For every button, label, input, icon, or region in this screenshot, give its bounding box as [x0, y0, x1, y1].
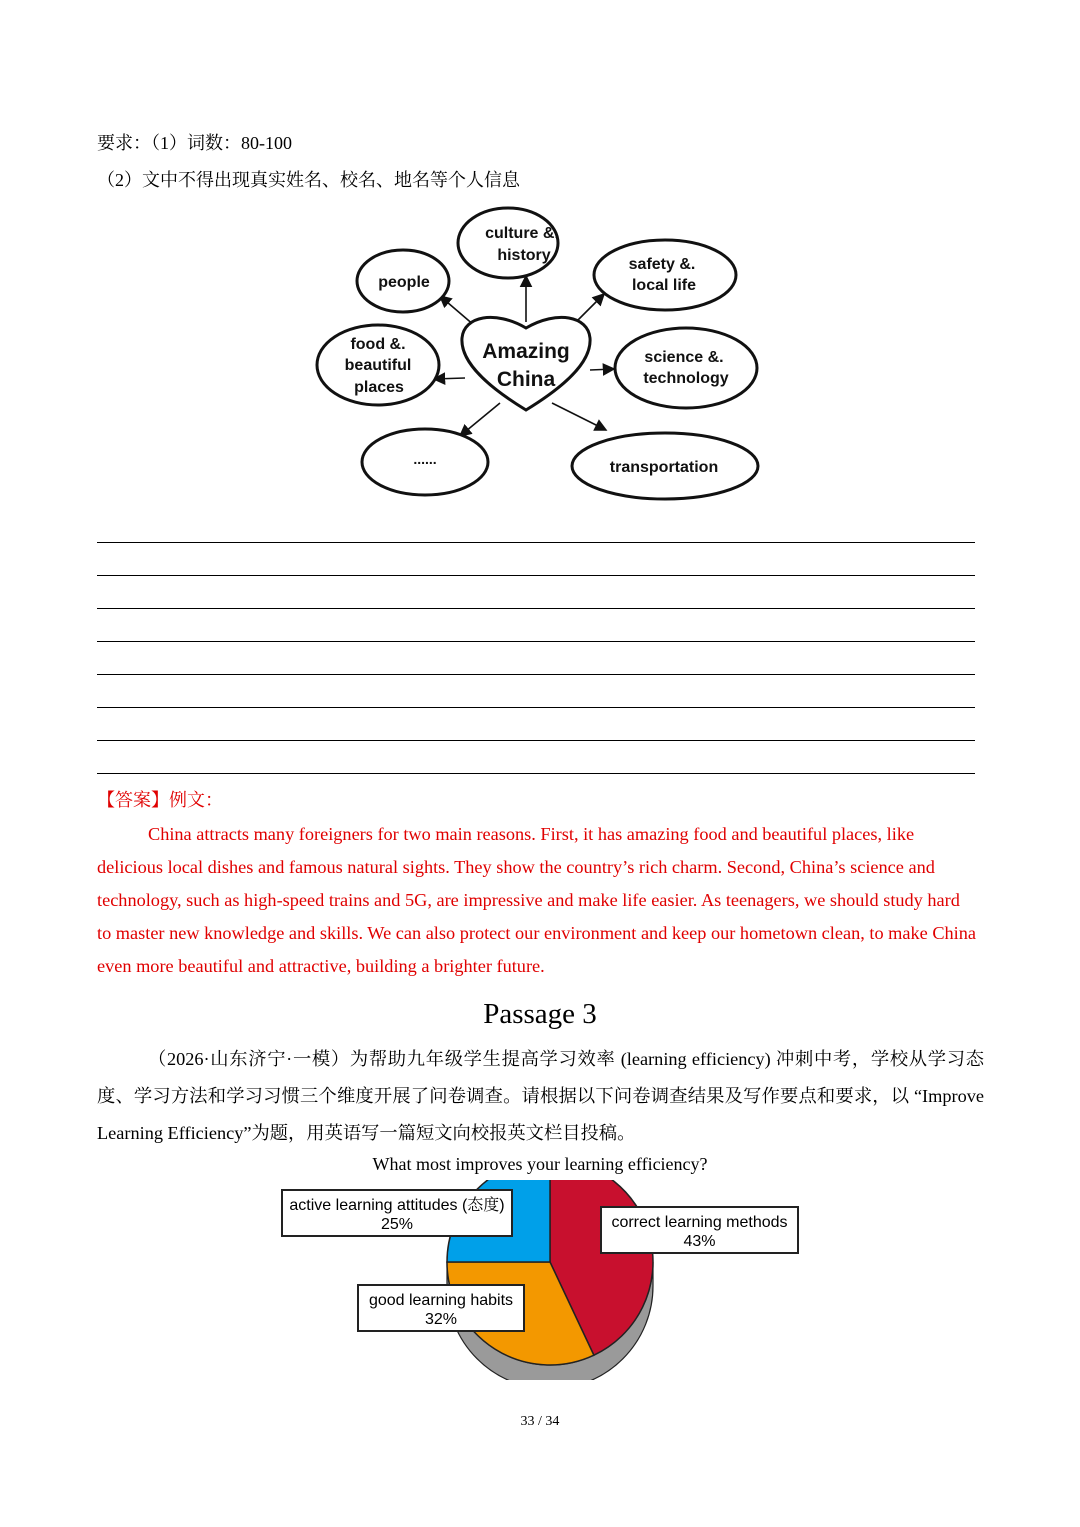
requirement-line-2: （2）文中不得出现真实姓名、校名、地名等个人信息 [97, 170, 520, 190]
people-label: people [378, 274, 430, 291]
passage-title: Passage 3 [483, 998, 597, 1030]
pie-label-text: good learning habits [368, 1292, 514, 1309]
writing-line [97, 608, 975, 609]
writing-line [97, 674, 975, 675]
amazing-china-heart [462, 317, 590, 410]
food-label-3: places [354, 379, 404, 396]
answer-heading: 【答案】例文： [97, 790, 223, 810]
writing-line [97, 575, 975, 576]
task-instructions: （2026·山东济宁·一模）为帮助九年级学生提高学习效率 (learning efficiency) 冲刺中考，学校从学习态度、学习方法和学习习惯三个维度开展了问卷调查。请根据以下问卷调查结果及写作要点和要求，以 “Improve Learning Efficiency”为题，用英语写一篇短文向校报英文栏目投稿。 [97, 1049, 984, 1143]
transportation-label: transportation [609, 459, 719, 476]
pie-value-text: 32% [424, 1311, 458, 1328]
food-label-2: beautiful [344, 357, 412, 374]
pie-label-text: correct learning methods [611, 1214, 788, 1231]
food-label-1: food &. [350, 336, 406, 353]
writing-line [97, 641, 975, 642]
chart-title: What most improves your learning efficiency? [372, 1154, 708, 1174]
culture-label-2: history [497, 247, 551, 264]
culture-history-node [458, 208, 558, 278]
pie-value-text: 43% [683, 1233, 716, 1250]
writing-line [97, 707, 975, 708]
safety-local-life-node [594, 240, 736, 310]
science-label-1: science &. [644, 349, 724, 366]
safety-label-2: local life [631, 277, 697, 294]
safety-label-1: safety &. [628, 256, 696, 273]
writing-line [97, 740, 975, 741]
more-label: ...... [413, 451, 437, 467]
center-label-line-1: Amazing [482, 340, 570, 363]
learning-efficiency-pie-chart [270, 1180, 810, 1380]
culture-label-1: culture &. [485, 225, 559, 242]
science-label-2: technology [643, 370, 729, 387]
page-number: 33 / 34 [520, 1414, 560, 1429]
amazing-china-mindmap [300, 198, 780, 510]
science-technology-node [615, 328, 757, 408]
requirement-line-1: 要求：（1）词数：80-100 [97, 133, 292, 153]
writing-line [97, 773, 975, 774]
center-label-line-2: China [496, 368, 556, 391]
sample-essay: China attracts many foreigners for two main reasons. First, it has amazing food and beautiful places, like delicious local dishes and famous natural sights. They show the country’s rich charm. Second, China’s science and technology, such as high-speed trains and 5G, are impressive and make life easier. As teenagers, we should study hard to master new knowledge and skills. We can also protect our environment and keep our hometown clean, to make China even more beautiful and attractive, building a brighter future. [97, 824, 976, 976]
pie-value-text: 25% [380, 1216, 414, 1233]
writing-line [97, 542, 975, 543]
pie-label-text: active learning attitudes (态度) [289, 1197, 505, 1214]
